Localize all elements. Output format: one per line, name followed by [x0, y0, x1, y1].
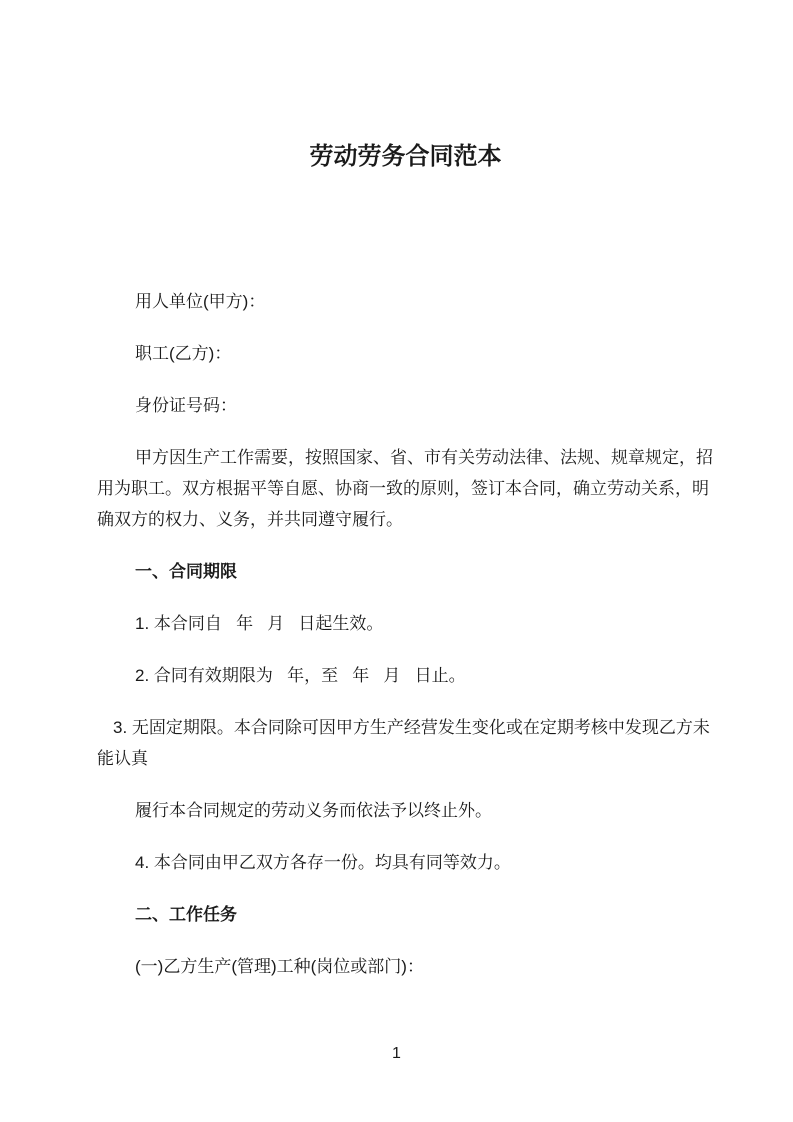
party-b-label: 职工(乙方)： [135, 344, 232, 363]
party-a-label: 用人单位(甲方)： [135, 292, 266, 311]
preamble-paragraph: 甲方因生产工作需要，按照国家、省、市有关劳动法律、法规、规章规定，招用为职工。双方根据平等自愿、协商一致的原则，签订本合同，确立劳动关系，明确双方的权力、义务，并共同遵守履行。 [97, 448, 713, 529]
clause-1-3: 3. 无固定期限。本合同除可因甲方生产经营发生变化或在定期考核中发现乙方未能认真 [97, 718, 710, 768]
document-body [0, 137, 793, 982]
clause-2-1: (一)乙方生产(管理)工种(岗位或部门)： [135, 957, 424, 976]
document-title: 劳动劳务合同范本 [309, 143, 502, 170]
page-number: 1 [392, 1045, 401, 1062]
id-number-label: 身份证号码： [135, 396, 237, 415]
clause-1-3-continued: 履行本合同规定的劳动义务而依法予以终止外。 [135, 801, 492, 820]
clause-1-4: 4. 本合同由甲乙双方各存一份。均具有同等效力。 [135, 853, 511, 872]
clause-1-2: 2. 合同有效期限为 年，至 年 月 日止。 [135, 666, 466, 685]
clause-1-1: 1. 本合同自 年 月 日起生效。 [135, 614, 384, 633]
section-1-heading: 一、合同期限 [135, 562, 237, 581]
section-2-heading: 二、工作任务 [135, 905, 237, 924]
